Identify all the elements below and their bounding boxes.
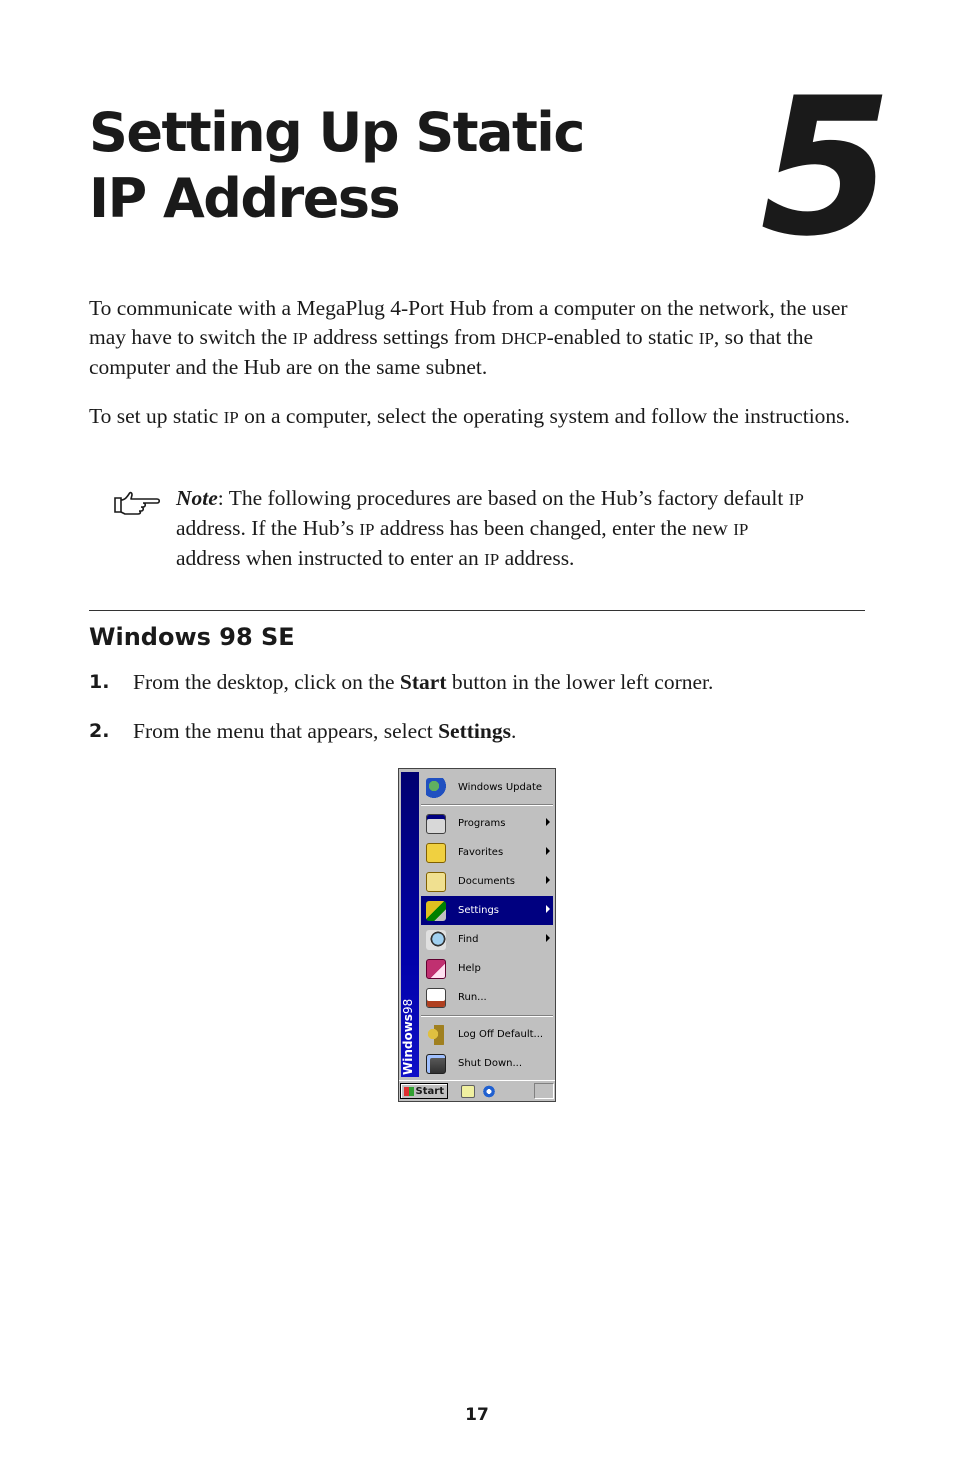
step-number: 1. bbox=[89, 671, 110, 693]
submenu-arrow-icon bbox=[546, 847, 550, 855]
menu-item-log-off[interactable]: Log Off Default... bbox=[421, 1020, 553, 1049]
menu-item-favorites[interactable]: Favorites bbox=[421, 838, 553, 867]
menu-separator bbox=[421, 804, 553, 806]
favorites-icon bbox=[426, 843, 446, 863]
globe-icon bbox=[426, 778, 446, 798]
pointing-hand-icon bbox=[113, 488, 161, 516]
step-number: 2. bbox=[89, 720, 110, 742]
section-heading: Windows 98 SE bbox=[89, 623, 295, 651]
menu-item-settings[interactable]: Settings bbox=[421, 896, 553, 925]
section-divider bbox=[89, 610, 865, 611]
programs-icon bbox=[426, 814, 446, 834]
keys-icon bbox=[426, 1025, 446, 1045]
settings-icon bbox=[426, 901, 446, 921]
windows-logo-icon bbox=[404, 1087, 414, 1096]
menu-item-run[interactable]: Run... bbox=[421, 983, 553, 1012]
show-desktop-icon[interactable] bbox=[461, 1085, 475, 1098]
find-icon bbox=[426, 930, 446, 950]
submenu-arrow-icon bbox=[546, 905, 550, 913]
internet-explorer-icon[interactable] bbox=[482, 1085, 496, 1098]
menu-item-programs[interactable]: Programs bbox=[421, 809, 553, 838]
page-number: 17 bbox=[465, 1405, 489, 1425]
menu-item-find[interactable]: Find bbox=[421, 925, 553, 954]
shutdown-icon bbox=[426, 1054, 446, 1074]
help-book-icon bbox=[426, 959, 446, 979]
menu-item-windows-update[interactable]: Windows Update bbox=[421, 773, 553, 802]
step-text: From the desktop, click on the Start button in the lower left corner. bbox=[133, 670, 714, 694]
chapter-number: 5 bbox=[760, 57, 893, 278]
menu-separator bbox=[421, 1015, 553, 1017]
chapter-title: Setting Up Static IP Address bbox=[89, 101, 584, 230]
step-text: From the menu that appears, select Settings. bbox=[133, 719, 517, 743]
windows98-banner: Windows98 bbox=[401, 772, 419, 1077]
submenu-arrow-icon bbox=[546, 934, 550, 942]
submenu-arrow-icon bbox=[546, 818, 550, 826]
taskbar bbox=[399, 1080, 555, 1102]
documents-folder-icon bbox=[426, 872, 446, 892]
submenu-arrow-icon bbox=[546, 876, 550, 884]
start-button[interactable]: Start bbox=[400, 1083, 448, 1099]
intro-paragraph-1: To communicate with a MegaPlug 4-Port Hub from a computer on the network, the user may have to switch the IP address settings from DHCP-enabled to static IP, so that the computer and the Hub are on the same subnet. bbox=[89, 296, 848, 379]
menu-item-help[interactable]: Help bbox=[421, 954, 553, 983]
run-icon bbox=[426, 988, 446, 1008]
system-tray bbox=[534, 1083, 554, 1099]
intro-paragraph-2: To set up static IP on a computer, select the operating system and follow the instructions. bbox=[89, 404, 850, 428]
start-menu-screenshot bbox=[398, 768, 556, 1102]
menu-item-documents[interactable]: Documents bbox=[421, 867, 553, 896]
menu-item-shut-down[interactable]: Shut Down... bbox=[421, 1049, 553, 1078]
note-text: Note: The following procedures are based on the Hub’s factory default IP address. If the Hub’s IP address has been changed, enter the new IP address when instructed to enter an IP address. bbox=[176, 486, 804, 570]
